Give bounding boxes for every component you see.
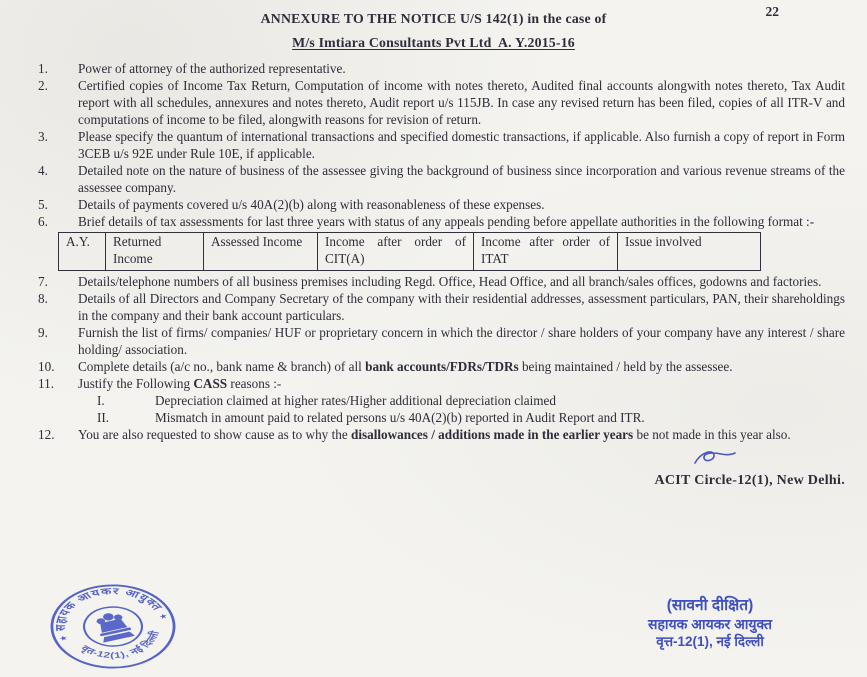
item-text — [78, 358, 845, 375]
list-item — [38, 358, 845, 375]
sub-item-text: Depreciation claimed at higher rates/Higher additional depreciation claimed — [155, 393, 556, 408]
item-number: 7. — [38, 274, 48, 289]
document-title: ANNEXURE TO THE NOTICE U/S 142(1) in the case of — [260, 11, 607, 26]
item-number: 8. — [38, 291, 48, 306]
list-item — [38, 290, 845, 324]
ashoka-emblem-icon — [91, 610, 135, 643]
sub-list-item — [97, 392, 845, 409]
signatory-stamp-text — [575, 597, 845, 651]
sub-list-item — [97, 409, 845, 426]
signatory-circle-hindi: वृत्त-12(1), नई दिल्ली — [656, 634, 764, 649]
page-number: 22 — [765, 4, 779, 19]
list-item — [38, 196, 845, 213]
col-header-issue-involved: Issue involved — [618, 233, 761, 271]
item-text-bold-segment: CASS — [193, 376, 228, 391]
item-text-bold-segment: disallowances / additions made in the earlier years — [350, 427, 634, 442]
signature-scribble — [691, 448, 737, 473]
item-text-segment: You are also requested to show cause as to why the — [78, 427, 351, 442]
item-number: 2. — [38, 78, 48, 93]
item-number: 9. — [38, 325, 48, 340]
item-text: Power of attorney of the authorized representative. — [78, 61, 346, 76]
item-text-segment: Complete details (a/c no., bank name & branch) of all — [78, 359, 366, 374]
signatory-designation: ACIT Circle-12(1), New Delhi. — [654, 473, 845, 488]
assessment-format-table — [58, 232, 761, 271]
sub-item-numeral: I. — [97, 393, 105, 408]
list-item — [38, 375, 845, 392]
item-text-segment: reasons :- — [227, 376, 282, 391]
item-number: 6. — [38, 214, 48, 229]
item-text-bold-segment: bank accounts/FDRs/TDRs — [365, 359, 519, 374]
signature-block — [0, 448, 867, 489]
table-header-row — [59, 233, 761, 271]
item-number: 4. — [38, 163, 48, 178]
list-item — [38, 128, 845, 162]
item-text-segment: Justify the Following — [78, 376, 194, 391]
col-header-income-itat: Income after order of ITAT — [474, 233, 618, 271]
item-text: Certified copies of Income Tax Return, Computation of income with notes thereto, Audited final accounts alongwith notes thereto, Tax Audit report with all schedules, annexures and notes thereto, Audit report u/s 115JB. In case any revised return has been filed, copies of all ITR-V and computations of income to be filed, alongwith reasons for revision of return. — [78, 78, 845, 127]
signatory-name: (सावनी दीक्षित) — [666, 597, 754, 614]
signatory-title-hindi: सहायक आयकर आयुक्त — [648, 616, 772, 632]
official-seal-stamp — [38, 576, 188, 677]
list-item — [38, 162, 845, 196]
col-header-assessed-income: Assessed Income — [204, 233, 318, 271]
item-text: Brief details of tax assessments for last three years with status of any appeals pending before appellate authorities in the following format :- — [78, 214, 815, 229]
item-text: Details of all Directors and Company Secretary of the company with their residential addresses, assessment particulars, PAN, their shareholdings in the company and their bank account particulars. — [78, 291, 845, 323]
sub-item-text: Mismatch in amount paid to related persons u/s 40A(2)(b) reported in Audit Report and ITR. — [155, 410, 645, 425]
list-item — [38, 213, 845, 230]
item-number: 5. — [38, 197, 48, 212]
item-number: 10. — [38, 359, 55, 374]
seal-star-left: ★ — [57, 634, 70, 643]
seal-arc-top-text: सहायक आयकर आयुक्त — [54, 586, 165, 631]
sub-item-numeral: II. — [97, 410, 110, 425]
case-name: M/s Imtiara Consultants Pvt Ltd A. Y.2015-16 — [292, 35, 575, 50]
item-text: Detailed note on the nature of business of the assessee giving the background of business since incorporation and various revenue streams of the assessee company. — [78, 163, 845, 195]
list-item — [38, 77, 845, 128]
item-number: 11. — [38, 376, 54, 391]
list-item — [38, 60, 845, 77]
notice-items-list — [0, 60, 867, 443]
list-item — [38, 426, 845, 443]
item-text — [78, 375, 845, 392]
item-number: 3. — [38, 129, 48, 144]
document-subtitle — [0, 35, 867, 51]
item-text-segment: be not made in this year also. — [633, 427, 791, 442]
list-item — [38, 324, 845, 358]
item-text-segment: being maintained / held by the assessee. — [518, 359, 733, 374]
item-text — [78, 426, 845, 443]
col-header-returned-income: Returned Income — [106, 233, 204, 271]
item-text: Furnish the list of firms/ companies/ HUF or proprietary concern in which the director / share holders of your company have any interest / share holding/ association. — [78, 325, 845, 357]
col-header-income-cita: Income after order of CIT(A) — [318, 233, 474, 271]
col-header-ay: A.Y. — [59, 233, 106, 271]
signature-icon — [691, 448, 737, 468]
item-number: 12. — [38, 427, 55, 442]
list-item — [38, 273, 845, 290]
item-text: Details of payments covered u/s 40A(2)(b) along with reasonableness of these expenses. — [78, 197, 545, 212]
item-number: 1. — [38, 61, 48, 76]
seal-arc-bottom-text: वृत-12(1), नई दिल्ली — [78, 630, 163, 661]
item-text: Please specify the quantum of international transactions and specified domestic transactions, if applicable. Also furnish a copy of report in Form 3CEB u/s 92E under Rule 10E, if applicable. — [78, 129, 845, 161]
item-text: Details/telephone numbers of all business premises including Regd. Office, Head Office, and all branch/sales offices, godowns and factories. — [78, 274, 822, 289]
seal-star-right: ★ — [157, 612, 170, 621]
